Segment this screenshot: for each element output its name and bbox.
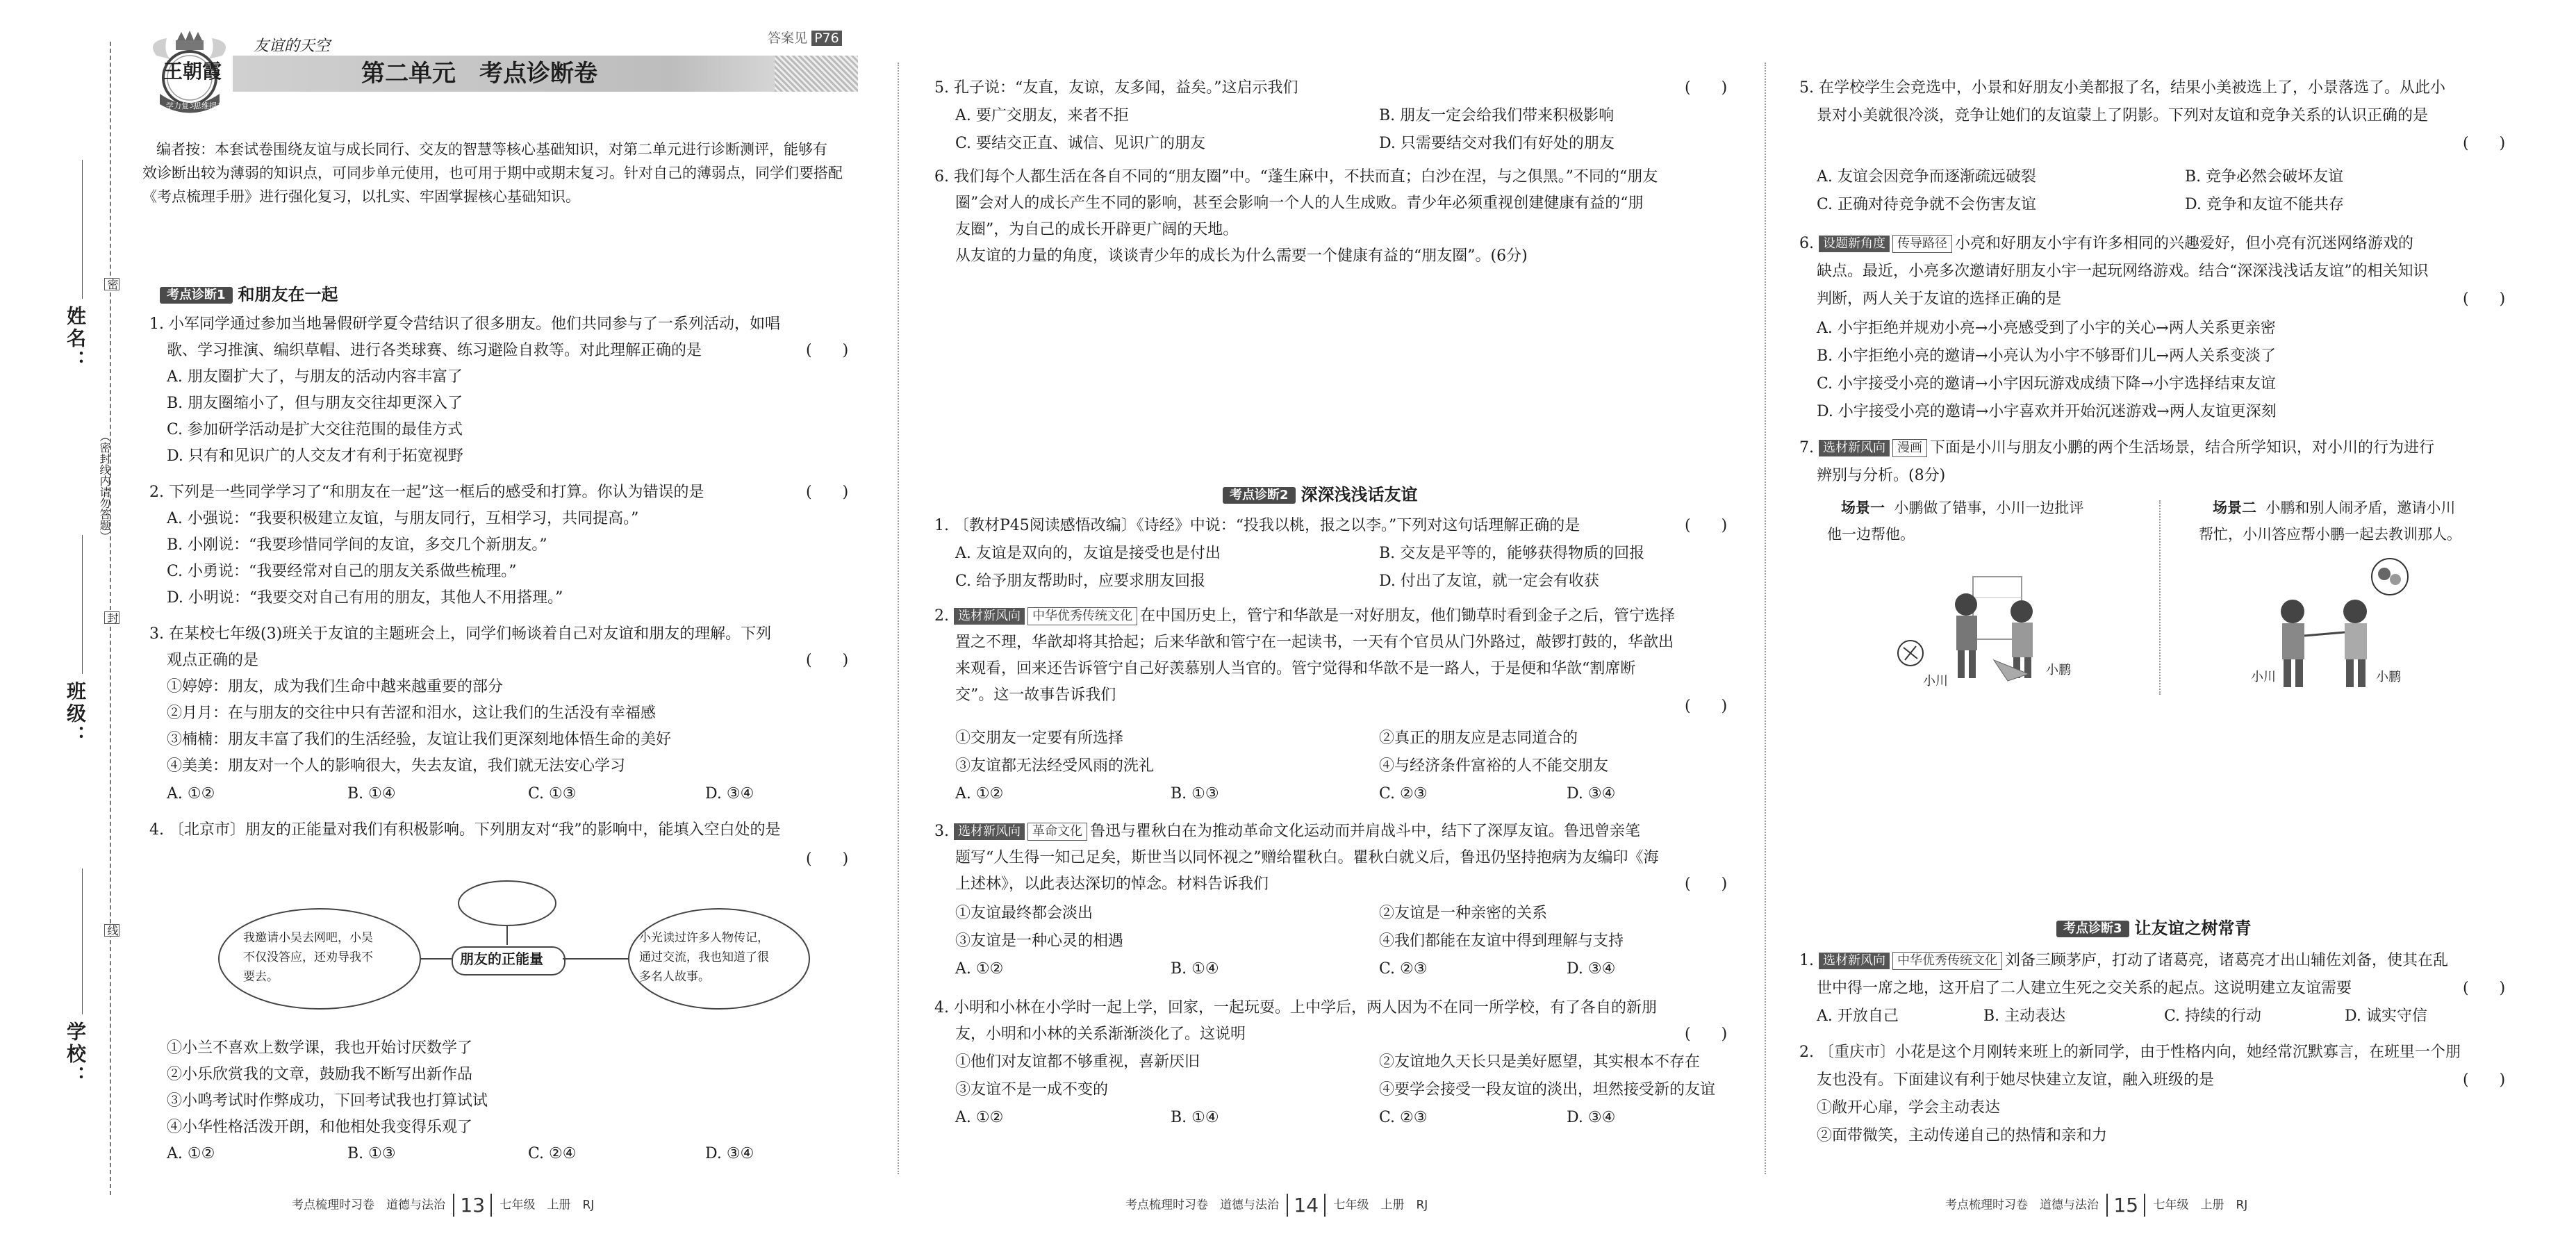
seal-note: （密封线内请勿答题）	[98, 431, 111, 542]
p1-q4-C[interactable]: C. ②④	[528, 1145, 577, 1162]
p2-s2-q3-o4: ④我们都能在友谊中得到理解与支持	[1379, 932, 1624, 950]
p1-q2-A[interactable]: A. 小强说：“我要积极建立友谊，与朋友同行，互相学习，共同提高。”	[167, 510, 639, 527]
page-number-15: 15	[2106, 1194, 2145, 1217]
footer-right-15: 七年级 上册 RJ	[2153, 1198, 2248, 1212]
section-pill-3: 考点诊断3	[2056, 921, 2129, 937]
p2-s2-q2-l1: 2. 选材新风向 中华优秀传统文化 在中国历史上，管宁和华歆是一对好朋友，他们锄草时看到金子之后，管宁选择	[934, 607, 1675, 625]
p2-s2-q3-o3: ③友谊是一种心灵的相遇	[955, 932, 1124, 950]
scene1-name-peng: 小鹏	[2046, 663, 2071, 677]
p3-q6-l3: 判断，两人关于友谊的选择正确的是	[1817, 290, 2062, 308]
p1-q3-stem1: 3. 在某校七年级(3)班关于友谊的主题班会上，同学们畅谈着自己对友谊和朋友的理解。下列	[149, 625, 772, 643]
p1-q2-B[interactable]: B. 小刚说：“我要珍惜同学间的友谊，多交几个新朋友。”	[167, 536, 547, 554]
p1-q1-stem1: 1. 小军同学通过参加当地暑假研学夏令营结识了很多朋友。他们共同参与了一系列活动，如唱	[149, 315, 780, 333]
footer-left-15: 考点梳理时习卷 道德与法治	[1945, 1198, 2099, 1212]
p3-s3-q1-A[interactable]: A. 开放自己	[1817, 1007, 1899, 1025]
intro-line-3: 《考点梳理手册》进行强化复习，以扎实、牢固掌握核心基础知识。	[142, 188, 580, 205]
section-title-2: 深深浅浅话友谊	[1301, 485, 1418, 504]
p3-q5-A[interactable]: A. 友谊会因竞争而逐渐疏远破裂	[1817, 168, 2036, 186]
p3-q6-D[interactable]: D. 小宇接受小亮的邀请→小宇喜欢并开始沉迷游戏→两人友谊更深刻	[1817, 403, 2277, 420]
p3-q6-l1: 6. 设题新角度 传导路径 小亮和好朋友小宇有许多相同的兴趣爱好，但小亮有沉迷网络游戏的	[1799, 235, 2413, 252]
seal-char-mi: 密	[106, 279, 119, 290]
p1-q1-D[interactable]: D. 只有和见识广的人交友才有利于拓宽视野	[167, 447, 463, 465]
p2-q6-answer-area[interactable]	[955, 274, 1706, 469]
p2-s2-q1-B[interactable]: B. 交友是平等的，能够获得物质的回报	[1379, 545, 1645, 562]
unit-title: 第二单元 考点诊断卷	[361, 60, 597, 88]
p2-s2-q1-D[interactable]: D. 付出了友谊，就一定会有收获	[1379, 573, 1599, 590]
logo-sub2: 思维提升	[194, 101, 224, 110]
p2-s2-q2-l4: 交”。这一故事告诉我们	[955, 686, 1116, 704]
p2-q6-l1: 6. 我们每个人都生活在各自不同的“朋友圈”中。“蓬生麻中，不扶而直；白沙在涅，与之俱黑。”不同的“朋友	[934, 168, 1658, 186]
scene1-text2: 他一边帮他。	[1827, 526, 1915, 543]
p3-s3-q1-tag2: 中华优秀传统文化	[1892, 952, 2002, 970]
scene1-text	[1841, 497, 2083, 518]
p3-q7-l2: 辨别与分析。(8分)	[1817, 467, 1946, 484]
p2-s2-q3-C[interactable]: C. ②③	[1379, 960, 1428, 978]
p3-s3-q1-l1: 1. 选材新风向 中华优秀传统文化 刘备三顾茅庐，打动了诸葛亮，诸葛亮才出山辅佐刘备，使其在乱	[1799, 952, 2448, 969]
column-divider-2	[1765, 63, 1766, 1174]
p2-s2-q4-o3: ③友谊不是一成不变的	[955, 1081, 1109, 1098]
intro-line-2: 效诊断出较为薄弱的知识点，可同步单元使用，也可用于期中或期末复习。针对自己的薄弱点，同学们要搭配	[142, 165, 843, 181]
p3-q6-B[interactable]: B. 小宇拒绝小亮的邀请→小亮认为小宇不够哥们儿→两人关系变淡了	[1817, 347, 2277, 365]
p2-s2-q2-l3: 来观看，回来还告诉管宁自己好羡慕别人当官的。管宁觉得和华歆不是一路人，于是便和华歆“割席断	[955, 660, 1636, 677]
p1-q2-C[interactable]: C. 小勇说：“我要经常对自己的朋友关系做些梳理。”	[167, 563, 517, 580]
p2-q6-l4: 从友谊的力量的角度，谈谈青少年的成长为什么需要一个健康有益的“朋友圈”。(6分)	[955, 247, 1528, 265]
p1-q3-B[interactable]: B. ①④	[347, 785, 396, 802]
class-label: 班级：	[64, 681, 87, 748]
p1-q2-stem: 2. 下列是一些同学学习了“和朋友在一起”这一框后的感受和打算。你认为错误的是	[149, 484, 704, 501]
answer-ref	[768, 28, 842, 49]
p2-s2-q2-A[interactable]: A. ①②	[955, 785, 1004, 802]
class-line	[82, 535, 83, 674]
school-line	[82, 869, 83, 1014]
footer-page-14	[1125, 1194, 1428, 1217]
p2-q5-C[interactable]: C. 要结交正直、诚信、见识广的朋友	[955, 135, 1206, 152]
p1-q2-D[interactable]: D. 小明说：“我要交对自己有用的朋友，其他人不用搭理。”	[167, 589, 563, 607]
intro-line-1: 编者按：本套试卷围绕友谊与成长同行、交友的智慧等核心基础知识，对第二单元进行诊断测评，能够有	[156, 141, 827, 158]
section-header-2	[1223, 484, 1418, 506]
p1-q3-D[interactable]: D. ③④	[705, 785, 754, 802]
p2-s2-q3-D[interactable]: D. ③④	[1567, 960, 1616, 978]
p2-s2-q1-A[interactable]: A. 友谊是双向的，友谊是接受也是付出	[955, 545, 1221, 562]
p3-s3-q1-l2: 世中得一席之地，这开启了二人建立生死之交关系的起点。这说明建立友谊需要	[1817, 980, 2352, 997]
p3-s3-q2-o2: ②面带微笑，主动传递自己的热情和亲和力	[1817, 1127, 2108, 1144]
p2-s2-q2-paren[interactable]: ( )	[1685, 698, 1728, 715]
p3-q6-l1-text: 小亮和好朋友小宇有许多相同的兴趣爱好，但小亮有沉迷网络游戏的	[1954, 235, 2413, 252]
page-number-14: 14	[1287, 1194, 1326, 1217]
p3-q6-l2: 缺点。最近，小亮多次邀请好朋友小宇一起玩网络游戏。结合“深深浅浅话友谊”的相关知识	[1817, 263, 2429, 280]
scene2-text	[2213, 497, 2455, 518]
p3-q5-B[interactable]: B. 竞争必然会破坏友谊	[2185, 168, 2344, 186]
p2-s2-q3-tag2: 革命文化	[1027, 823, 1087, 841]
seal-char-feng: 封	[106, 612, 119, 623]
p2-s2-q3-A[interactable]: A. ①②	[955, 960, 1004, 978]
p2-q5-paren[interactable]: ( )	[1685, 79, 1728, 97]
scene2-name-chuan: 小川	[2251, 670, 2276, 684]
p3-q7-tag1: 选材新风向	[1819, 440, 1890, 456]
name-label: 姓名：	[64, 306, 87, 372]
scene2-text2: 帮忙，小川答应帮小鹏一起去教训那人。	[2199, 526, 2461, 543]
seal-char-xian: 线	[106, 925, 119, 936]
school-label: 学校：	[64, 1021, 87, 1088]
p2-s2-q3-o1: ①友谊最终都会淡出	[955, 905, 1093, 922]
p3-q6-A[interactable]: A. 小宇拒绝并规劝小亮→小亮感受到了小宇的关心→两人关系更亲密	[1817, 320, 2276, 337]
p2-s2-q2-o1: ①交朋友一定要有所选择	[955, 730, 1124, 747]
p1-q4-o1: ①小兰不喜欢上数学课，我也开始讨厌数学了	[167, 1039, 473, 1057]
section-header-3	[2056, 917, 2252, 939]
p3-q7-answer-area[interactable]	[1817, 702, 2470, 903]
answer-ref-page: P76	[811, 31, 842, 46]
name-line	[82, 160, 83, 299]
p1-q4-o3: ③小鸣考试时作弊成功，下回考试我也打算试试	[167, 1092, 488, 1110]
p3-s3-q1-l1-text: 刘备三顾茅庐，打动了诸葛亮，诸葛亮才出山辅佐刘备，使其在乱	[2004, 952, 2448, 969]
topic-label: 友谊的天空	[254, 38, 331, 55]
answer-ref-label: 答案见	[768, 31, 808, 46]
p2-q5-B[interactable]: B. 朋友一定会给我们带来积极影响	[1379, 107, 1615, 124]
p2-s2-q3-B[interactable]: B. ①④	[1171, 960, 1219, 978]
p2-s2-q4-B[interactable]: B. ①④	[1171, 1109, 1219, 1126]
p2-s2-q2-B[interactable]: B. ①③	[1171, 785, 1219, 802]
p2-s2-q3-paren[interactable]: ( )	[1685, 875, 1728, 893]
scene2-text1: 小鹏和别人闹矛盾，邀请小川	[2265, 500, 2456, 516]
p2-s2-q4-l1: 4. 小明和小林在小学时一起上学，回家，一起玩耍。上中学后，两人因为不在同一所学校，有了各自的新朋	[934, 999, 1657, 1016]
p2-s2-q2-l2: 置之不理，华歆却将其拾起；后来华歆和管宁在一起读书，一天有个官员从门外路过，敲锣打鼓的，华歆出	[955, 634, 1674, 651]
p1-q4-paren[interactable]: ( )	[806, 850, 849, 868]
p3-q5-C[interactable]: C. 正确对待竞争就不会伤害友谊	[1817, 196, 2037, 213]
p2-q6-l2: 圈”会对人的成长产生不同的影响，甚至会影响一个人的人生成败。青少年必须重视创建健康有益的“朋	[955, 195, 1644, 212]
section-pill-1: 考点诊断1	[160, 287, 233, 304]
p3-s3-q2-l1: 2. 〔重庆市〕小花是这个月刚转来班上的新同学，由于性格内向，她经常沉默寡言，在班里一个朋	[1799, 1044, 2461, 1061]
p2-s2-q3-l2: 题写“人生得一知己足矣，斯世当以同怀视之”赠给瞿秋白。瞿秋白就义后，鲁迅仍坚持抱病为友编印《海	[955, 849, 1659, 866]
mindmap-blank-node[interactable]	[472, 882, 542, 913]
p1-q4-o2: ②小乐欣赏我的文章，鼓励我不断写出新作品	[167, 1066, 473, 1083]
p2-s2-q3-l1-text: 鲁迅与瞿秋白在为推动革命文化运动而并肩战斗中，结下了深厚友谊。鲁迅曾亲笔	[1089, 823, 1640, 840]
section-header-1	[160, 283, 338, 306]
p1-q1-A[interactable]: A. 朋友圈扩大了，与朋友的活动内容丰富了	[167, 368, 463, 386]
p2-s2-q2-o3: ③友谊都无法经受风雨的洗礼	[955, 757, 1155, 775]
section-pill-2: 考点诊断2	[1223, 487, 1296, 504]
p2-q5-stem: 5. 孔子说：“友直，友谅，友多闻，益矣。”这启示我们	[934, 79, 1298, 97]
p2-s2-q1-stem: 1. 〔教材P45阅读感悟改编〕《诗经》中说：“投我以桃，报之以李。”下列对这句话理解正确的是	[934, 517, 1580, 534]
p2-s2-q3-o2: ②友谊是一种亲密的关系	[1379, 905, 1548, 922]
p2-s2-q2-tag1: 选材新风向	[954, 608, 1025, 625]
p1-q1-stem2: 歌、学习推演、编织草帽、进行各类球赛、练习避险自救等。对此理解正确的是	[167, 342, 702, 359]
title-banner-pattern	[775, 56, 858, 92]
p1-q1-paren[interactable]: ( )	[806, 342, 849, 359]
p2-s2-q4-A[interactable]: A. ①②	[955, 1109, 1004, 1126]
scene1-name-chuan: 小川	[1923, 674, 1948, 689]
p1-q4-o4: ④小华性格活泼开朗，和他相处我变得乐观了	[167, 1119, 473, 1136]
p2-s2-q3-tag1: 选材新风向	[954, 823, 1025, 840]
footer-left-13: 考点梳理时习卷 道德与法治	[292, 1198, 445, 1212]
p3-q7-l1: 7. 选材新风向 漫画 下面是小川与朋友小鹏的两个生活场景，结合所学知识，对小川的行为进行	[1799, 439, 2434, 456]
p2-s2-q3-l1: 3. 选材新风向 革命文化 鲁迅与瞿秋白在为推动革命文化运动而并肩战斗中，结下了深厚友谊。鲁迅曾亲笔	[934, 823, 1640, 840]
p2-s2-q2-tag2: 中华优秀传统文化	[1027, 607, 1137, 625]
p1-q3-stem2: 观点正确的是	[167, 652, 259, 669]
footer-right-13: 七年级 上册 RJ	[499, 1198, 595, 1212]
p2-s2-q4-D[interactable]: D. ③④	[1567, 1109, 1616, 1126]
scene2-illustration	[2251, 556, 2431, 695]
p1-q4-B[interactable]: B. ①③	[347, 1145, 396, 1162]
p1-q4-D[interactable]: D. ③④	[705, 1145, 754, 1162]
scene1-title: 场景一	[1841, 500, 1885, 516]
p3-q6-paren[interactable]: ( )	[2463, 290, 2506, 308]
p2-s2-q1-paren[interactable]: ( )	[1685, 517, 1728, 534]
p2-s2-q4-C[interactable]: C. ②③	[1379, 1109, 1428, 1126]
p1-q4-A[interactable]: A. ①②	[167, 1145, 215, 1162]
p3-q5-D[interactable]: D. 竞争和友谊不能共存	[2185, 196, 2344, 213]
p3-q6-C[interactable]: C. 小宇接受小亮的邀请→小宇因玩游戏成绩下降→小宇选择结束友谊	[1817, 375, 2276, 393]
p2-q5-A[interactable]: A. 要广交朋友，来者不拒	[955, 107, 1129, 124]
p1-q1-C[interactable]: C. 参加研学活动是扩大交往范围的最佳方式	[167, 421, 463, 438]
mindmap-left-bubble: 我邀请小吴去网吧，小吴不仅没答应，还劝导我不要去。	[243, 931, 373, 984]
p2-s2-q2-o4: ④与经济条件富裕的人不能交朋友	[1379, 757, 1609, 775]
p1-q3-paren[interactable]: ( )	[806, 652, 849, 669]
p1-q3-o4: ④美美：朋友对一个人的影响很大，失去友谊，我们就无法安心学习	[167, 757, 626, 775]
footer-left-14: 考点梳理时习卷 道德与法治	[1125, 1198, 1279, 1212]
mindmap-right-bubble: 小光读过许多人物传记，通过交流，我也知道了很多名人故事。	[639, 931, 769, 984]
p3-q6-tag2: 传导路径	[1892, 235, 1952, 253]
scene-divider	[2159, 500, 2161, 695]
p3-s3-q1-paren[interactable]: ( )	[2463, 980, 2506, 997]
p2-s2-q2-D[interactable]: D. ③④	[1567, 785, 1616, 802]
p3-s3-q2-l2: 友也没有。下面建议有利于她尽快建立友谊，融入班级的是	[1817, 1071, 2215, 1089]
page-number-13: 13	[453, 1194, 492, 1217]
p3-s3-q2-o1: ①敞开心扉，学会主动表达	[1817, 1099, 2001, 1117]
section-title-3: 让友谊之树常青	[2134, 919, 2252, 938]
scene2-title: 场景二	[2213, 500, 2256, 516]
p3-q6-tag1: 设题新角度	[1819, 236, 1890, 252]
scene1-text1: 小鹏做了错事，小川一边批评	[1894, 500, 2084, 516]
p1-q3-C[interactable]: C. ①③	[528, 785, 577, 802]
p3-s3-q1-C[interactable]: C. 持续的行动	[2164, 1007, 2262, 1025]
p3-q5-paren[interactable]: ( )	[2463, 135, 2506, 152]
footer-page-13	[292, 1194, 594, 1217]
scene2-name-peng: 小鹏	[2376, 670, 2401, 684]
column-divider-1	[898, 63, 899, 1174]
footer-page-15	[1945, 1194, 2247, 1217]
p2-s2-q1-C[interactable]: C. 给予朋友帮助时，应要求朋友回报	[955, 573, 1206, 590]
p3-s3-q1-D[interactable]: D. 诚实守信	[2345, 1007, 2427, 1025]
p2-s2-q2-o2: ②真正的朋友应是志同道合的	[1379, 730, 1578, 747]
p1-q2-paren[interactable]: ( )	[806, 484, 849, 501]
p3-s3-q1-tag1: 选材新风向	[1819, 953, 1890, 969]
p1-q3-A[interactable]: A. ①②	[167, 785, 215, 802]
p1-q3-o1: ①婷婷：朋友，成为我们生命中越来越重要的部分	[167, 678, 504, 695]
p3-q7-l1-text: 下面是小川与朋友小鹏的两个生活场景，结合所学知识，对小川的行为进行	[1929, 439, 2434, 456]
p3-s3-q2-paren[interactable]: ( )	[2463, 1071, 2506, 1089]
p3-q7-tag2: 漫画	[1892, 439, 1927, 457]
p2-q6-l3: 友圈”，为自己的成长开辟更广阔的天地。	[955, 221, 1239, 238]
p3-s3-q1-B[interactable]: B. 主动表达	[1983, 1007, 2066, 1025]
p2-s2-q4-l2: 友，小明和小林的关系渐渐淡化了。这说明	[955, 1026, 1246, 1043]
logo-emblem	[142, 28, 236, 122]
mindmap-center-label: 朋友的正能量	[460, 950, 543, 967]
p3-q5-l2: 景对小美就很冷淡，竞争让她们的友谊蒙上了阴影。下列对友谊和竞争关系的认识正确的是	[1817, 107, 2429, 124]
p2-q5-D[interactable]: D. 只需要结交对我们有好处的朋友	[1379, 135, 1615, 152]
p2-s2-q2-C[interactable]: C. ②③	[1379, 785, 1428, 802]
p1-q1-B[interactable]: B. 朋友圈缩小了，但与朋友交往却更深入了	[167, 395, 463, 412]
footer-right-14: 七年级 上册 RJ	[1333, 1198, 1428, 1212]
p2-s2-q4-o2: ②友谊地久天长只是美好愿望，其实根本不存在	[1379, 1053, 1701, 1071]
p2-s2-q2-l1-text: 在中国历史上，管宁和华歆是一对好朋友，他们锄草时看到金子之后，管宁选择	[1139, 607, 1675, 625]
logo-title: 王朝霞	[163, 60, 222, 83]
p1-q3-o2: ②月月：在与朋友的交往中只有苦涩和泪水，这让我们的生活没有幸福感	[167, 705, 657, 722]
p2-s2-q4-o4: ④要学会接受一段友谊的淡出，坦然接受新的友谊	[1379, 1081, 1716, 1098]
p2-s2-q3-l3: 上述林》，以此表达深切的悼念。材料告诉我们	[955, 875, 1269, 893]
section-title-1: 和朋友在一起	[238, 285, 338, 304]
p1-q3-o3: ③楠楠：朋友丰富了我们的生活经验，友谊让我们更深刻地体悟生命的美好	[167, 731, 672, 748]
p2-s2-q4-o1: ①他们对友谊都不够重视，喜新厌旧	[955, 1053, 1200, 1071]
p1-q4-stem: 4. 〔北京市〕朋友的正能量对我们有积极影响。下列朋友对“我”的影响中，能填入空白处的是	[149, 821, 781, 839]
p3-q5-l1: 5. 在学校学生会竞选中，小景和好朋友小美都报了名，结果小美被选上了，小景落选了。从此小	[1799, 79, 2445, 97]
p2-s2-q4-paren[interactable]: ( )	[1685, 1026, 1728, 1043]
logo-sub1: 学力复习	[166, 101, 197, 110]
